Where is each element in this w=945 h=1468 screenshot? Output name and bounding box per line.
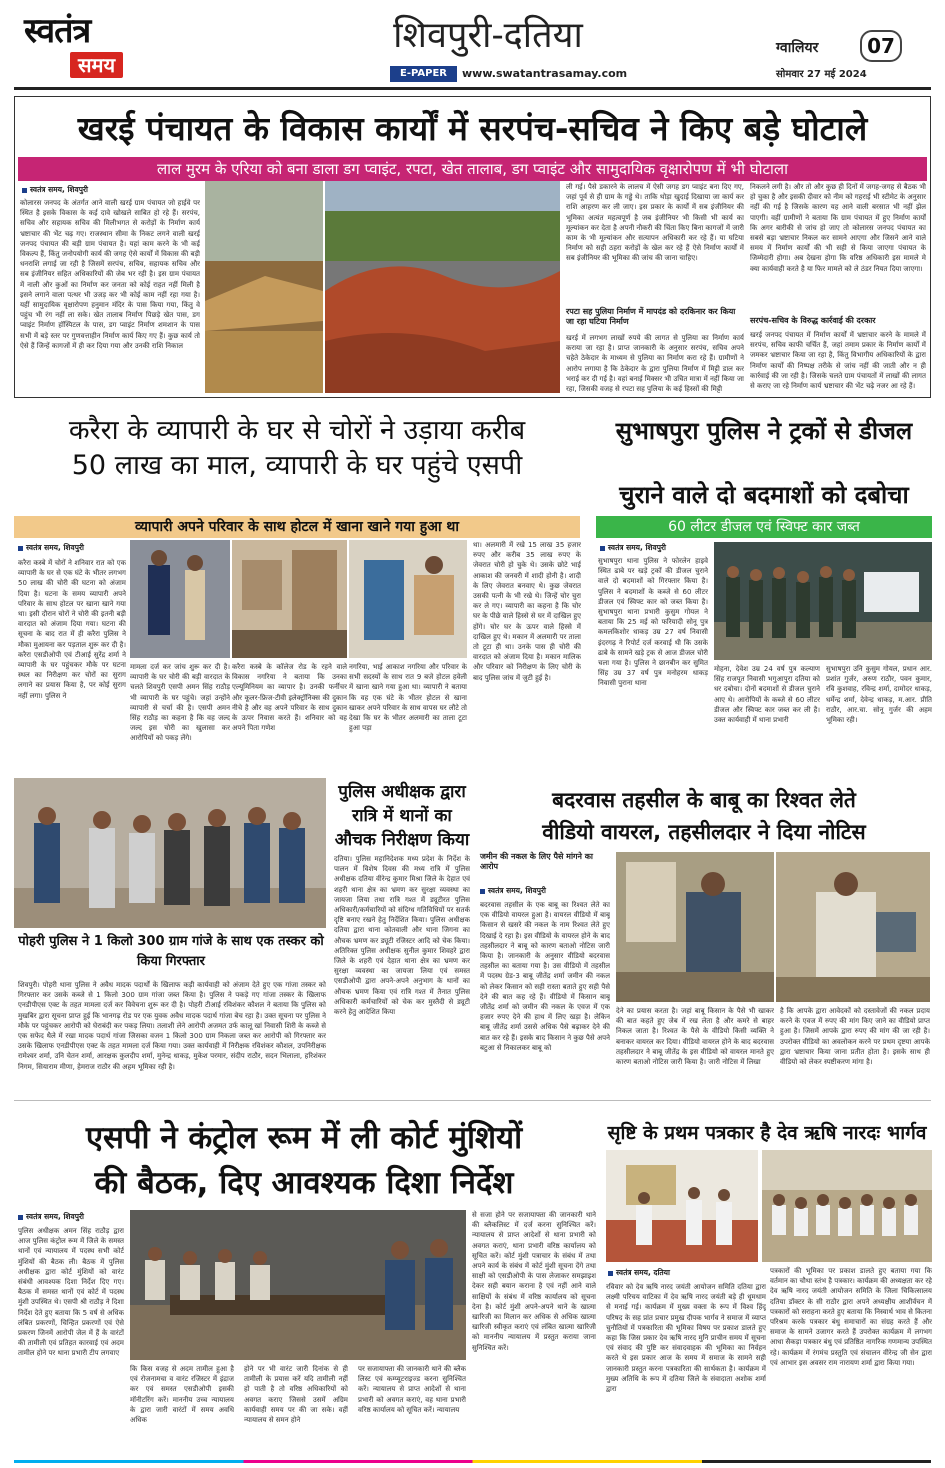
story6-photo-right[interactable]: [776, 852, 930, 1002]
story1-byline: [22, 185, 88, 195]
story5-headline: पोहरी पुलिस ने 1 किलो 300 ग्राम गांजे के साथ एक तस्कर को किया गिरफ्तार: [18, 934, 324, 969]
story7-col4: पर सजायाफ्ता की जानकारी थाने की ब्लैक लिस्ट एवं कम्प्यूटराइज्ड करना सुनिश्चित करें। न्यायालय से प्राप्त आदेशों से थाना प्रभारी को अवगत कराएं, वह थाना प्रभारी वरिष्ठ कार्यालय को सूचित करें। न्यायालय: [358, 1365, 466, 1414]
story2-headline-line2: 50 लाख का माल, व्यापारी के घर पहुंचे एसपी: [71, 450, 523, 481]
story1-photo-left[interactable]: [205, 181, 323, 393]
story1-byline-text: स्वतंत्र समय, शिवपुरी: [30, 185, 88, 194]
page-number: 07: [860, 30, 902, 62]
story7-photo[interactable]: [130, 1210, 466, 1360]
control-room-meeting-graphic: [130, 1210, 466, 1360]
story2-photo-house[interactable]: [232, 540, 347, 658]
story8-photo-left[interactable]: [606, 1150, 758, 1262]
section-divider: [14, 1100, 931, 1101]
story3-byline-text: स्वतंत्र समय, शिवपुरी: [608, 543, 666, 552]
field-photo-graphic: [205, 181, 323, 393]
narad-jayanti-stage-graphic: [606, 1150, 758, 1262]
story1-col1: कोलारस जनपद के अंतर्गत आने वाली खरई ग्राम पंचायत जो हाईवे पर स्थित है इसके विकास के कई दावे खोखले साबित हो रहे हैं। सरपंच, सचिव और सहायक सचिव की मिलीभगत से करोड़ों के निर्माण कार्य भ्रष्टाचार की भेंट चढ़ गए। राजस्थान सीमा के निकट लगने वाली खरई जनपद पंचायत की बड़ी ग्राम पंचायत है। यहां काम करने के भी कई विकल्प हैं, किंतु जनोपयोगी कार्य की जगह ऐसे कार्यों में विकास की बड़ी धनराशि लगाई जा रही है जिसमें सरपंच, सचिव, सहायक सचिव और सब इंजीनियर सहित अधिकारियों की जेब भर रही है। इस ग्राम पंचायत में नाली और कुओं का निर्माण कर जनता को कोई राहत नहीं मिली है इसने लगाने वाला पत्थर भी उजड़ कर भी कोई काम नहीं रहा गया है। यहीं सामुदायिक वृक्षारोपण हनुमान मंदिर के पास किया गया, किंतु वे पहुंच भी रंग नहीं ला सके। खेत तालाब निर्माण पिछड़े खेत पास, डग प्वाइंट निर्माण हॉस्पिटल के पास, डग प्वाइंट निर्माण शमशान के पास सभी में बड़े स्तर पर गुणवत्ताहीन निर्माण कार्य किए गए हैं। कुछ कार्य तो ऐसे हैं जिन्हें कागजों में ही कर दिया गया और उनकी राशि निकाल: [20, 199, 200, 350]
story7-col5: से सजा होने पर सजायाफ्ता की जानकारी थाने की ब्लैकलिस्ट में दर्ज करना सुनिश्चित करें। न्यायालय से प्राप्त आदेशों से थाना प्रभारी को अवगत कराएं, थाना प्रभारी वरिष्ठ कार्यालय को सूचित करें। कोर्ट मुंशी पत्राचार के संबंध में तथा अपने कार्य के संबंध में कोर्ट मुंशी सूचना देंगे तथा साक्षी को एसडीओपी के पास लेजाकर समझाइश देकर सही बयान कराना है एवं नहीं आने वाले साक्षियों के संबंध में वरिष्ठ कार्यालय को सूचना देना है। कोर्ट मुंशी अपने-अपने थाने के खात्मा खारिजी का मिलान कर अधिक से अधिक खात्मा खारिजी स्वीकृत कराएं एवं लंबित खात्मा खारिजी को माननीय न्यायालय में प्रस्तुत कराया जाना सुनिश्चित करें।: [472, 1211, 596, 1352]
edition-city: ग्वालियर: [776, 40, 819, 56]
house-graphic: [232, 540, 347, 658]
story1-headline: खरई पंचायत के विकास कार्यों में सरपंच-सचिव ने किए बड़े घोटाले: [77, 109, 868, 148]
issue-date: सोमवार 27 मई 2024: [776, 69, 867, 80]
story6-headline-line1: बदरवास तहसील के बाबू का रिश्वत लेते: [552, 788, 856, 812]
story3-col1: सुभाषपुरा थाना पुलिस ने फोरलेन हाइवे स्थित ढाबे पर खड़े ट्रकों की डीजल चुराने वाले दो बदमाशों को गिरफ्तार किया है। पुलिस ने बदमाशों के कब्जे से 60 लीटर डीजल एवं स्विफ्ट कार को जब्त किया है। सुभाषपुरा थाना प्रभारी कुसुम गोयल ने बताया कि 25 मई को फरियादी सोनू पुत्र कमलकिशोर धाकड़ उम्र 27 वर्ष निवासी इंदरगढ़ ने रिपोर्ट दर्ज करवाई थी कि उसके ढाबे के सामने खड़े ट्रक से आज डीजल चोरी चला गया है। पुलिस ने छानबीन कर सुमित सिंह उम्र 37 वर्ष पुत्र मनोहरम धाकड़ निवासी पुराना थाना: [598, 557, 708, 688]
story6-col3: है कि आपके द्वारा आवेदकों को दस्तावेजों की नकल प्रदाय करने के एवज में रुपए की मांग किए जाने का वीडियो प्राप्त हुआ है। जिसमें आपके द्वारा रुपए की मांग की जा रही है। उपरोक्त वीडियो का अवलोकन करने पर प्रथम दृष्टया आपके द्वारा भ्रष्टाचार किया जाना प्रतीत होता है। इसके साथ ही वीडियो को लेकर स्पष्टीकरण मांगा है।: [780, 1007, 930, 1067]
story4-headline: पुलिस अधीक्षक द्वारा रात्रि में थानों का औचक निरीक्षण किया: [334, 782, 470, 850]
website-text[interactable]: www.swatantrasamay.com: [462, 67, 628, 80]
story7-col2: कि किस वजह से अदम तामील हुआ है एवं रोजनामचा व वारंट रजिस्टर में इंद्राज कर एवं समस्त एसडीओपी इसकी मॉनीटरिंग करें। माननीय उच्च न्यायालय के द्वारा जारी वारंटों में समय अवधि अधिक: [130, 1365, 234, 1425]
story8-col2: पत्रकारों की भूमिका पर प्रकाश डालते हुए बताया गया कि वर्तमान का चौथा स्तंभ है पत्रकार। कार्यक्रम की अध्यक्षता कर रहे देव ऋषि नारद जयंती आयोजन समिति के जिला चिकित्सालय दतिया डॉक्टर के सी राठौर द्वारा अपने अध्यक्षीय आशीर्वचन में पत्रकारों को सराहना करते हुए बताया कि निस्वार्थ भाव से कितना परिश्रम करके पत्रकार बंधु समाचारों का संग्रह करते हैं और समाज के सामने उजागर करते हैं उपरोक्त कार्यक्रम में लगभग आधा सैकड़ा पत्रकार बंधु एवं प्रतिष्ठित नागरिक गणमान्य उपस्थित रहे। कार्यक्रम में रंगमंच प्रस्तुति एवं संचालन वीरेन्द्र जी सेन द्वारा एवं आभार इस अवसर राम नारायण शर्मा द्वारा किया गया।: [770, 1267, 932, 1367]
masthead-logo: [24, 11, 154, 84]
epaper-badge: E-PAPER: [390, 66, 457, 82]
story8-col1: रविवार को देव ऋषि नारद जयंती आयोजन समिति दतिया द्वारा लक्ष्मी परिचय वाटिका में देव ऋषि नारद जयंती बड़े ही धूमधाम से मनाई गई। कार्यक्रम में मुख्य वक्ता के रूप में विश्व हिंदू परिषद के सह प्रांत प्रचार प्रमुख दीपक भार्गव ने समाज में व्याप्त चुनौतियों में पत्रकारिता की भूमिका विषय पर प्रकाश डालते हुए कहा कि जिस प्रकार देव ऋषि नारद मुनि प्राचीन समय में सूचना एवं संवाद की पुष्टि कर संवादवाहक की भूमिका का निर्वहन करते थे इस प्रकार आज के समय में समाज के सामने सही जानकारी प्रस्तुत करना पत्रकारिता की सार्थकता है। कार्यक्रम में मुख्य अतिथि के रूप में दतिया जिले के संवादाता अशोक शर्मा द्वारा: [606, 1283, 766, 1394]
story2-byline: [18, 543, 84, 553]
ganja-arrest-graphic: [14, 778, 326, 928]
story7-headline-line1: एसपी ने कंट्रोल रूम में ली कोर्ट मुंशियों: [85, 1120, 523, 1156]
story1-deck: लाल मुरम के एरिया को बना डाला डग प्वाइंट, रपटा, खेत तालाब, डग प्वाइंट और सामुदायिक वृक्षारोपण में भी घोटाला: [18, 157, 927, 181]
print-color-strip: [14, 1460, 931, 1463]
story6-byline-text: स्वतंत्र समय, शिवपुरी: [488, 886, 546, 895]
story2-col1: करैरा कस्बे में चोरों ने शनिवार रात को एक व्यापारी के घर से एक घंटे के भीतर लगभग 50 लाख की चोरी की घटना को अंजाम दिया है। घटना के समय व्यापारी अपने परिवार के साथ होटल पर खाना खाने गया था। इसी दौरान चोरों ने चोरी की इतनी बड़ी वारदात को अंजाम दिया गया। घटना की सूचना के बाद रात में ही करैरा पुलिस ने मौका मुआयना कर पड़ताल शुरू कर दी है। करैरा एसडीओपी एवं टीआई सुरेंद्र शर्मा ने व्यापारी के घर पहुंचकर मौके पर घटना स्थल का निरीक्षण कर चोरों का सुराग लगाने का प्रयास किया है, पर कोई सुराग नहीं लगा। पुलिस ने: [18, 559, 126, 700]
story8-byline: [608, 1268, 670, 1278]
story6-deck: जमीन की नकल के लिए पैसे मांगने का आरोप: [480, 852, 593, 871]
story3-photo-arrest[interactable]: [714, 542, 932, 660]
story2-photo-sp[interactable]: [130, 540, 230, 658]
story8-photo-right[interactable]: [762, 1150, 932, 1262]
story6-photo-left[interactable]: [616, 852, 774, 1002]
story3-headline-line1: सुभाषपुरा पुलिस ने ट्रकों से डीजल: [615, 417, 913, 445]
sp-visit-graphic: [130, 540, 230, 658]
story5-body: शिवपुरी। पोहरी थाना पुलिस ने अवैध मादक पदार्थों के खिलाफ कड़ी कार्यवाही को अंजाम देते हुए एक गांजा तस्कर को गिरफ्तार कर उसके कब्जे से 1 किलो 300 ग्राम गांजा जब्त किया है। पुलिस ने पकड़े गए गांजा तस्कर के खिलाफ एनडीपीएस एक्ट के तहत मामला दर्ज कर विवेचना शुरू कर दी है। पोहरी टीआई रविशंकर कौशल ने बताया कि पुलिस को मुखबिर द्वारा सूचना प्राप्त हुई कि भानगढ़ रोड पर एक युवक अवैध मादक पदार्थ गांजा बेच रहा है। उक्त सूचना पर पुलिस ने मौके पर पहुंचकर आरोपी को घेराबंदी कर पकड़ लिया। तलाशी लेने आरोपी अजमत उर्फ कालू खां निवासी शिरी के कब्जे से एक सफेद थैले में रखा मादक पदार्थ गांजा जिसका वजन 1 किलो 300 ग्राम निकला जब्त कर आरोपी को गिरफ्तार कर उसके खिलाफ एनडीपीएस एक्ट के तहत मामला दर्ज किया गया। उक्त कार्यवाही में निरीक्षक रविशंकर कौशल, उपनिरीक्षक रामेश्वर शर्मा, उनि चेतन शर्मा, आरक्षक कुलदीप शर्मा, मुनेन्द्र धाकड़, मुकेश परमार, संदीप राठौर, सदन भिलाला, हरिशंकर निगम, सियाराम मीणा, हेमराज राठौर की अहम भूमिका रही है।: [18, 981, 326, 1071]
byline-marker-icon: [480, 889, 485, 894]
office-bribe-graphic-2: [776, 852, 930, 1002]
audience-graphic: [762, 1150, 932, 1262]
room-graphic: [349, 540, 467, 658]
story1-subhead2: सरपंच-सचिव के विरुद्ध कार्रवाई की दरकार: [750, 316, 876, 325]
masthead-divider: [14, 87, 931, 90]
story2-photo-room[interactable]: [349, 540, 467, 658]
story6-col2: देने का प्रयास करता है। जहां बाबू किसान के पैसे भी खाकर की बात कहते हुए जेब में रख लेता है और कमरे से बाहर निकल जाता है। रिश्वत के पैसे के वीडियो किसी व्यक्ति ने बनाकर वायरल कर दिया। वीडियो वायरल होने के बाद बदरवास तहसीलदार ने बाबू जीतेंद्र के इस वीडियो को वायरल मानते हुए कारण बताओ नोटिस जारी किया है। जारी नोटिस में लिखा: [616, 1007, 774, 1067]
story2-col3: करैरा कस्बे के कॉलेज रोड के रहने वाले विकास नगरिया ने बताया कि उनका एल्यूमिनियम का व्यापार है। उनकी फर्नीचर और कूलर-फ्रिज-टीवी इलेक्ट्रॉनिक्स की दुकान नीचे है और वह अपने परिवार के साथ दुकान के ऊपर निवास करते हैं। शनिवार को वह अपने पिता गणेश: [232, 663, 347, 733]
story7-headline-line2: की बैठक, दिए आवश्यक दिशा निर्देश: [94, 1165, 514, 1201]
story7-col3: होने पर भी वारंट जारी दिनांक से ही तामीली के प्रयास करें यदि तामीली नहीं हो पाती है तो वरिष्ठ अधिकारियों को अवगत कराए जिससे उसमें अग्रिम कार्यवाही समय पर की जा सके। वहीं न्यायालय से समन होने: [244, 1365, 348, 1425]
byline-marker-icon: [18, 546, 23, 551]
story2-byline-text: स्वतंत्र समय, शिवपुरी: [26, 543, 84, 552]
section-title: शिवपुरी-दतिया: [393, 15, 583, 56]
byline-marker-icon: [18, 1215, 23, 1220]
story1-col2: ली गई। पैसे डकारने के लालच में ऐसी जगह डग प्वाइंट बना दिए गए, जहां पूर्व से ही ग्राम के गड्ढे थे। ताकि थोड़ा खुदाई दिखाया जा कार्य कर राशि आहरण कर ली जाए। इस प्रकार के कार्यों में सब इंजीनियर की भूमिका अत्यंत महत्वपूर्ण है जब इंजीनियर भी किसी भी कार्य का मूल्यांकन कर देता है अपनी नौकरी की चिंता किए बिना कागजों में जारी काम के भी मूल्यांकन और सत्यापन अधिकारी कर रहे हैं। या घटिया निर्माण को सही ठहरा करोड़ों के खेल कर रहे हैं ऐसे निर्माण कार्यों में सब इंजीनियर की भूमिका की जांच की जाना चाहिए।: [566, 183, 744, 263]
story7-byline-text: स्वतंत्र समय, शिवपुरी: [26, 1212, 84, 1221]
story2-col2: मामला दर्ज कर जांच शुरू कर दी है। व्यापारी के घर चोरी की बड़ी वारदात के चलते शिवपुरी एसपी अमन सिंह राठौड़ भी व्यापारी के घर पहुंचे। जहां उन्होंने व्यापारी से चर्चा की है। एसपी अमन सिंह राठौड़ का कहना है कि वह जल्द जल्द इस चोरी का खुलासा कर आरोपियों को पकड़ लेंगे।: [130, 663, 230, 743]
story6-headline-line2: वीडियो वायरल, तहसीलदार ने दिया नोटिस: [542, 820, 866, 844]
byline-marker-icon: [600, 546, 605, 551]
dirt-mound-graphic: [325, 181, 560, 393]
story3-col2: मोहना, देवेश उम्र 24 वर्ष पुत्र कल्याण सिंह राजपूत निवासी भगुआपुरा दतिया को धर दबोचा। दोनों बदमाशों से डीजल चुराने आए थे। आरोपियों के कब्जे से 60 लीटर डीजल और स्विफ्ट कार जब्त कर ली है। उक्त कार्यवाही में थाना प्रभारी: [714, 665, 820, 725]
story3-byline: [600, 543, 666, 553]
story7-col1: पुलिस अधीक्षक अमन सिंह राठौड़ द्वारा आज पुलिस कंट्रोल रूम में जिले के समस्त थानों एवं न्यायालय में पदस्थ सभी कोर्ट मुंशियों की बैठक ली। बैठक में पुलिस अधीक्षक द्वारा कोर्ट मुंशियों को वारंट संबंधी आवश्यक दिशा निर्देश दिए गए। बैठक में समस्त थानों एवं कोर्ट में पदस्थ मुंशी उपस्थित थे। एसपी श्री राठौड़ ने दिशा निर्देश देते हुए बताया कि 5 वर्ष से अधिक लंबित प्रकरणों, चिन्हित प्रकरणों एवं ऐसे प्रकरण जिनमें आरोपी जेल में हैं के वारंटों की तामीली एवं प्रतिहत कारवाई एवं अदम तामील होने पर थाना प्रभारी टीप लगवाए: [18, 1227, 124, 1358]
story7-byline: [18, 1212, 84, 1222]
story8-byline-text: स्वतंत्र समय, दतिया: [616, 1268, 670, 1277]
story1-photo-right[interactable]: [325, 181, 560, 393]
story1-col3b: खरई जनपद पंचायत में निर्माण कार्यों में भ्रष्टाचार करने के मामले में सरपंच, सचिव काफी चर्चित हैं, जहां तमाम प्रकार के निर्माण कार्यों में जमकर भ्रष्टाचार किया जा रहा है, किंतु विभागीय अधिकारियों के द्वारा निर्माण कार्यों की निष्पक्ष तरीके से जांच नहीं की जाती और न ही कार्रवाई की जा रही है। जिसके चलते ग्राम पंचायतों में लाखों की लागत से कराए जा रहे निर्माण कार्य भ्रष्टाचार की भेंट चढ़े नजर आ रहे हैं।: [750, 331, 926, 391]
logo-bottom-badge: समय: [70, 52, 123, 78]
police-team-graphic: [714, 542, 932, 660]
story2-headline-line1: करैरा के व्यापारी के घर से चोरों ने उड़ाया करीब: [68, 415, 526, 446]
story3-headline-line2: चुराने वाले दो बदमाशों को दबोचा: [619, 481, 909, 509]
story3-deck: 60 लीटर डीजल एवं स्विफ्ट कार जब्त: [596, 516, 932, 538]
byline-marker-icon: [22, 188, 27, 193]
story2-deck: व्यापारी अपने परिवार के साथ होटल में खाना खाने गया हुआ था: [14, 516, 580, 538]
story1-col2b: खरई में लगभग लाखों रुपये की लागत से पुलिया का निर्माण कार्य कराया जा रहा है। प्राप्त जानकारी के अनुसार सरपंच, सचिव अपने चहेते ठेकेदार के माध्यम से पुलिया का निर्माण करा रहे हैं। ग्रामीणों ने आरोप लगाया है कि ठेकेदार के द्वारा पुलिया निर्माण में मिट्टी डाल कर भराई कर दी गई है। वहां बनाई मिक्सर भी उचित मात्रा में नहीं किया जा रहा, जिसकी वजह से रपटा सह पुलिया के कई हिस्सों की मिट्टी: [566, 334, 744, 393]
story6-byline: [480, 886, 546, 896]
byline-marker-icon: [608, 1271, 613, 1276]
story6-col1: बदरवास तहसील के एक बाबू का रिश्वत लेते का एक वीडियो वायरल हुआ है। वायरल वीडियो में बाबू किसान से खसरे की नकल के नाम रिश्वत लेते हुए दिखाई दे रहा है। इस वीडियो के वायरल होने के बाद तहसीलदार ने बाबू को कारण बताओ नोटिस जारी किया है। जानकारी के अनुसार वीडियो बदरवास तहसील का बताया गया है। उस वीडियो में तहसील में पदस्थ ग्रेड-3 बाबू जीतेंद्र शर्मा जमीन की नकल को लेकर किसान को सही रास्ता बताते हुए सही पैसे देने की बात कह रहे हैं। वीडियो में किसान बाबू जीतेंद्र शर्मा को जमीन की नकल के एवज में एक हजार रुपए देने की हाथ में लिए खड़ा है। लेकिन बाबू जीतेंद्र शर्मा उससे अधिक पैसे बढ़ाकर देने की बात कर रहे हैं। इसके बाद किसान ने कुछ पैसे अपने बटुआ से निकालकर बाबू को: [480, 901, 610, 1052]
story2-col5: था। अलमारी में रखे 15 लाख 35 हजार रुपए और करीब 35 लाख रुपए के जेवरात चोरी हो चुके थे। उसके छोटे भाई आकाश की जनवरी में शादी होनी है। शादी के लिए जेवरात बनवाए थे। कुछ जेवरात उसकी पत्नी के भी रखे थे। जिन्हें चोर चुरा कर ले गए। व्यापारी का कहना है कि चोर घर के पीछे वाले हिस्से से घर में दाखिल हुए होंगे। चोर घर के ऊपर वाले हिस्से में दाखिल हुए थे। मकान में अलमारी पर ताला तो टूटा ही था। उनके पास ही चोरी की वारदात को अंजाम दिया है। मकान मालिक और परिवार को निरीक्षण के लिए चोरी के बाद पुलिस जांच में जुटी हुई है।: [473, 541, 581, 682]
story3-col3: सुभाषपुरा उनि कुसुम गोयल, प्रधान आर. प्रशांत गुर्जर, अरुण राठौर, पवन कुमार, रवि कुशवाह, रविन्द्र शर्मा, दामोदर धाकड़, धर्मेन्द्र शर्मा, देवेन्द्र धाकड़, म.आर. प्रीति राठौर, आर.चा. सोनू गुर्जर की अहम भूमिका रही।: [826, 665, 932, 725]
story8-headline: सृष्टि के प्रथम पत्रकार है देव ऋषि नारदः भार्गव: [607, 1122, 927, 1144]
story2-col4: नगरिया, भाई आकाश नगरिया और परिवार के सभी सदस्यों के साथ रात 9 बजे होटल हवेली में खाना खाने गया हुआ था। व्यापारी ने बताया कि वह एक घंटे के भीतर होटल से खाना खाकर अपने परिवार के साथ वापस घर लौटे तो देखा कि घर के भीतर अलमारी का ताला टूटा हुआ पड़ा: [349, 663, 467, 733]
story1-col3: निकलने लगी है। और तो और कुछ ही दिनों में जगह-जगह से बैठक भी हो चुका है और इसकी दीवार को नीम को गहराई भी स्टीमेट के अनुसार नहीं की गई है जिसके कारण यह आने वाली बरसात भी नहीं झेल पाएगी। वहीं ग्रामीणों ने बताया कि ग्राम पंचायत में हुए निर्माण कार्यों कि अगर बारीकी से जांच हो जाए तो कोलारस जनपद पंचायत का सबसे बड़ा भ्रष्टाचार निकल कर सामने आएगा और जिसने आने वाले समय में निर्माण कार्यों की भी सही से किया जाएगा पंचायत के जिम्मेदारी होगा। अब देखना होगा कि वरिष्ठ अधिकारी इस मामले मे क्या कार्यवाही करते है या फिर मामले को ले ठंडर नियत दिया जाएगा।: [750, 183, 926, 273]
office-bribe-graphic: [616, 852, 774, 1002]
story4-body: दतिया। पुलिस महानिदेशक मध्य प्रदेश के निर्देश के पालन में विशेष दिवस की मध्य रात्रि में पुलिस अधीक्षक दतिया वीरेन्द्र कुमार मिश्रा जिले के देहात एवं शहरी थाना क्षेत्र का भ्रमण कर सुरक्षा व्यवस्था का जायजा लिया तथा रात्रि गश्त में ड्यूटीरत पुलिस अधिकारी/कर्मचारियों को संदिग्ध गतिविधियों पर सतर्क दृष्टि बनाए रखने हेतु निर्देशित किया। पुलिस अधीक्षक दतिया द्वारा थाना कोतवाली और थाना जिगना का औचक भ्रमण कर ड्यूटी रजिस्टर आदि को चेक किया। अतिरिक्त पुलिस अधीक्षक सुनील कुमार शिवहरे द्वारा जिले के शहरी एवं देहात थाना क्षेत्र का भ्रमण कर सुरक्षा व्यवस्था का जायजा लिया एवं समस्त एसडीओपी द्वारा अपने-अपने अनुभाग के थानों का औचक भ्रमण किया एवं रात्रि गश्त में तैनात पुलिस अधिकारी कर्मचारियों को चेक कर मुस्तैदी से ड्यूटी करने हेतु आदेशित किया: [334, 855, 470, 1017]
story1-subhead1: रपटा सह पुलिया निर्माण में मापदंड को दरकिनार कर किया जा रहा घटिया निर्माण: [566, 307, 736, 326]
logo-top-text: स्वतंत्र: [24, 11, 91, 51]
story5-photo[interactable]: [14, 778, 326, 928]
